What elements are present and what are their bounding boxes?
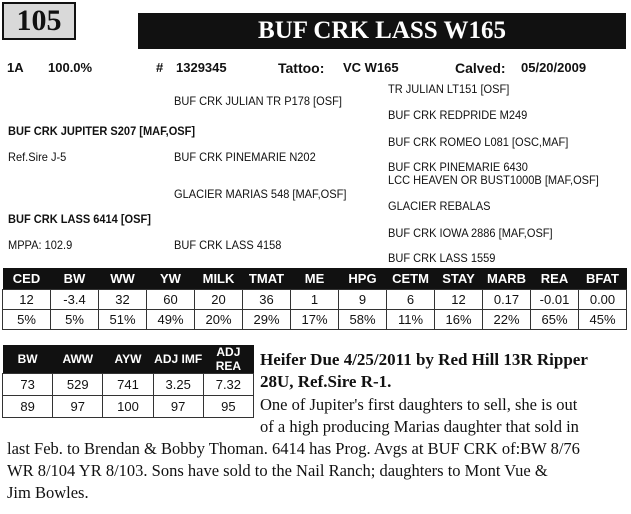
epd-header: ME [291, 268, 339, 290]
epd-header: STAY [435, 268, 483, 290]
epd-percentile: 22% [483, 310, 531, 330]
dam: BUF CRK LASS 6414 [OSF] [8, 212, 151, 226]
epd-value: -0.01 [531, 290, 579, 310]
epd-header: BW [51, 268, 99, 290]
performance-ratio: 97 [153, 396, 203, 418]
animal-name: BUF CRK LASS W165 [138, 13, 626, 49]
sire: BUF CRK JUPITER S207 [MAF,OSF] [8, 124, 196, 138]
ancestor-6: GLACIER REBALAS [388, 199, 491, 213]
epd-percentile: 65% [531, 310, 579, 330]
performance-header: AYW [103, 345, 153, 374]
performance-header: BW [3, 345, 53, 374]
performance-ratios-row [3, 396, 254, 418]
calved-date: 05/20/2009 [521, 60, 587, 75]
epd-value: 60 [147, 290, 195, 310]
epd-value: 9 [339, 290, 387, 310]
performance-actuals-row [3, 374, 254, 396]
performance-actual: 529 [53, 374, 103, 396]
epd-percentile: 29% [243, 310, 291, 330]
epd-value: 32 [99, 290, 147, 310]
epd-header: YW [147, 268, 195, 290]
epd-percentile: 5% [3, 310, 51, 330]
breed-percent: 100.0% [48, 60, 93, 75]
epd-percentile: 58% [339, 310, 387, 330]
dam-dam: BUF CRK LASS 4158 [174, 238, 282, 252]
epd-percentile: 11% [387, 310, 435, 330]
epd-percentile: 49% [147, 310, 195, 330]
calved-label: Calved: [455, 60, 506, 76]
sire-dam: BUF CRK PINEMARIE N202 [174, 150, 316, 164]
epd-header: CETM [387, 268, 435, 290]
comment-line-4: WR 8/104 YR 8/103. Sons have sold to the Nail Ranch; daughters to Mont Vue & [7, 461, 548, 480]
epd-value: 0.00 [579, 290, 627, 310]
performance-header: AWW [53, 345, 103, 374]
epd-percentile: 45% [579, 310, 627, 330]
epd-values-row [3, 290, 627, 310]
epd-value: 20 [195, 290, 243, 310]
epd-header: BFAT [579, 268, 627, 290]
reg-symbol: # [156, 60, 164, 75]
sire-sire: BUF CRK JULIAN TR P178 [OSF] [174, 94, 342, 108]
ancestor-7: BUF CRK IOWA 2886 [MAF,OSF] [388, 226, 553, 240]
performance-actual: 3.25 [153, 374, 203, 396]
performance-actual: 73 [3, 374, 53, 396]
epd-percentile-row [3, 310, 627, 330]
epd-value: 1 [291, 290, 339, 310]
performance-ratio: 97 [53, 396, 103, 418]
performance-actual: 7.32 [203, 374, 253, 396]
dam-mppa: MPPA: 102.9 [8, 238, 73, 252]
epd-header-row [3, 268, 627, 290]
epd-value: 12 [435, 290, 483, 310]
registry-code: 1A [7, 60, 24, 75]
tattoo-label: Tattoo: [278, 60, 325, 76]
epd-percentile: 20% [195, 310, 243, 330]
epd-value: 12 [3, 290, 51, 310]
epd-header: TMAT [243, 268, 291, 290]
comment-line-5: Jim Bowles. [7, 483, 89, 502]
epd-header: MARB [483, 268, 531, 290]
performance-ratio: 95 [203, 396, 253, 418]
performance-table [2, 345, 254, 418]
epd-header: CED [3, 268, 51, 290]
performance-header-row [3, 345, 254, 374]
sire-reference: Ref.Sire J-5 [8, 150, 67, 164]
tattoo-value: VC W165 [343, 60, 399, 75]
epd-percentile: 5% [51, 310, 99, 330]
registration-number: 1329345 [176, 60, 227, 75]
epd-table [2, 268, 627, 330]
lot-number: 105 [2, 2, 76, 40]
ancestor-3: BUF CRK ROMEO L081 [OSC,MAF] [388, 135, 569, 149]
performance-header: ADJ IMF [153, 345, 203, 374]
heifer-due-line-1: Heifer Due 4/25/2011 by Red Hill 13R Ripper [260, 350, 588, 369]
dam-sire: GLACIER MARIAS 548 [MAF,OSF] [174, 187, 347, 201]
epd-percentile: 51% [99, 310, 147, 330]
performance-ratio: 89 [3, 396, 53, 418]
performance-header: ADJ REA [203, 345, 253, 374]
epd-header: MILK [195, 268, 243, 290]
epd-header: HPG [339, 268, 387, 290]
epd-value: -3.4 [51, 290, 99, 310]
ancestor-4: BUF CRK PINEMARIE 6430 [388, 160, 528, 174]
epd-percentile: 17% [291, 310, 339, 330]
epd-header: WW [99, 268, 147, 290]
epd-value: 6 [387, 290, 435, 310]
ancestor-2: BUF CRK REDPRIDE M249 [388, 108, 528, 122]
heifer-due-line-2: 28U, Ref.Sire R-1. [260, 372, 392, 391]
ancestor-1: TR JULIAN LT151 [OSF] [388, 82, 510, 96]
comment-line-3: last Feb. to Brendan & Bobby Thoman. 6414 has Prog. Avgs at BUF CRK of:BW 8/76 [7, 439, 580, 458]
epd-header: REA [531, 268, 579, 290]
comment-line-2: of a high producing Marias daughter that sold in [260, 417, 579, 436]
performance-actual: 741 [103, 374, 153, 396]
performance-ratio: 100 [103, 396, 153, 418]
epd-value: 0.17 [483, 290, 531, 310]
epd-value: 36 [243, 290, 291, 310]
ancestor-5: LCC HEAVEN OR BUST1000B [MAF,OSF] [388, 173, 599, 187]
epd-percentile: 16% [435, 310, 483, 330]
ancestor-8: BUF CRK LASS 1559 [388, 251, 496, 265]
comment-line-1: One of Jupiter's first daughters to sell, she is out [260, 395, 578, 414]
